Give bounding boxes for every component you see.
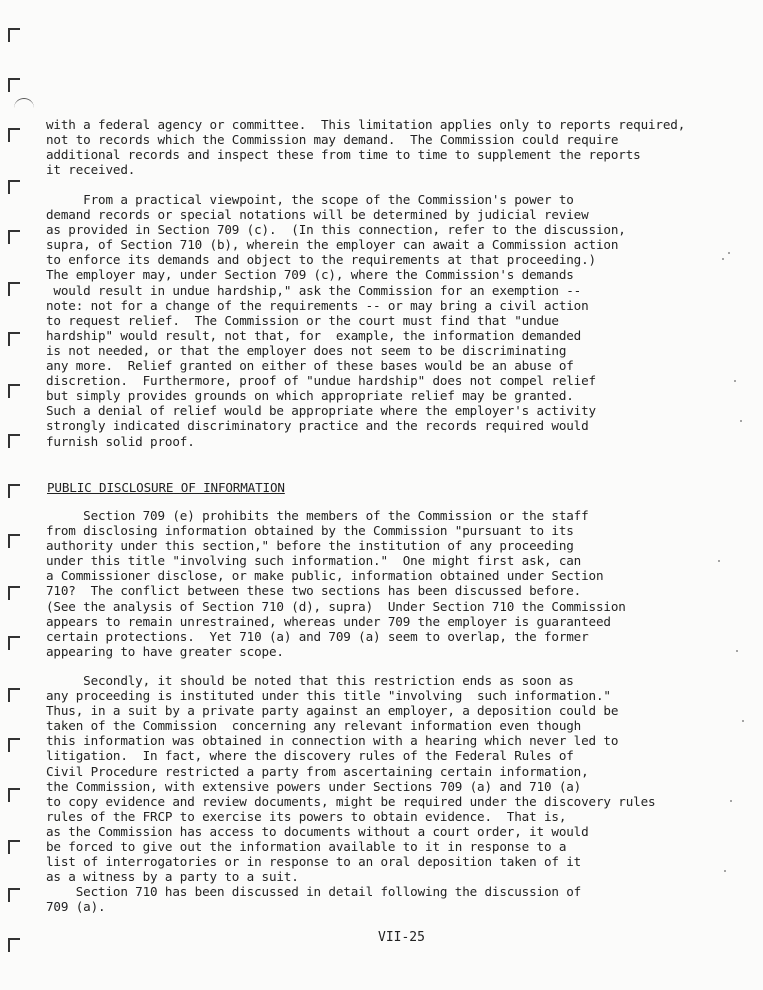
- text-line: list of interrogatories or in response to an oral deposition taken of it: [46, 854, 582, 870]
- margin-mark: [8, 128, 20, 142]
- text-line: taken of the Commission concerning any relevant information even though: [46, 718, 582, 734]
- text-line: Such a denial of relief would be appropriate where the employer's activity: [46, 403, 596, 419]
- text-line: note: not for a change of the requirements -- or may bring a civil action: [46, 297, 589, 313]
- margin-mark: [8, 788, 20, 802]
- text-line: Secondly, it should be noted that this restriction ends as soon as: [46, 673, 574, 688]
- scan-speck: [742, 720, 744, 722]
- text-line: demand records or special notations will be determined by judicial review: [46, 207, 589, 223]
- margin-mark: [8, 534, 20, 548]
- paragraph-4: [46, 673, 655, 915]
- text-line: would result in undue hardship," ask the Commission for an exemption --: [46, 282, 582, 298]
- margin-mark: [8, 636, 20, 650]
- margin-mark: [8, 688, 20, 702]
- scan-speck: [718, 560, 720, 562]
- text-line: From a practical viewpoint, the scope of the Commission's power to: [46, 192, 574, 207]
- text-line: the Commission, with extensive powers under Sections 709 (a) and 710 (a): [46, 778, 582, 794]
- text-line: 709 (a).: [46, 899, 106, 915]
- text-line: any proceeding is instituted under this title "involving such information.": [46, 688, 611, 704]
- margin-mark: [8, 332, 20, 346]
- text-line: any more. Relief granted on either of these bases would be an abuse of: [46, 358, 574, 374]
- margin-mark: [8, 938, 20, 952]
- text-line: appears to remain unrestrained, whereas under 709 the employer is guaranteed: [46, 613, 611, 629]
- text-line: authority under this section," before the institution of any proceeding: [46, 538, 574, 554]
- paragraph-1: [46, 117, 685, 177]
- margin-mark: [8, 738, 20, 752]
- page-number: VII-25: [378, 930, 425, 945]
- text-line: to enforce its demands and object to the requirements at that proceeding.): [46, 252, 596, 268]
- margin-mark: [8, 78, 20, 92]
- text-line: (See the analysis of Section 710 (d), supra) Under Section 710 the Commission: [46, 598, 626, 614]
- text-line: litigation. In fact, where the discovery rules of the Federal Rules of: [46, 748, 574, 764]
- text-line: as provided in Section 709 (c). (In this connection, refer to the discussion,: [46, 222, 626, 238]
- text-line: additional records and inspect these from time to time to supplement the reports: [46, 147, 641, 163]
- text-line: certain protections. Yet 710 (a) and 709 (a) seem to overlap, the former: [46, 628, 589, 644]
- scan-speck: [728, 252, 730, 254]
- margin-mark: [8, 484, 20, 498]
- text-line: as a witness by a party to a suit.: [46, 869, 299, 885]
- scan-speck: [740, 420, 742, 422]
- paragraph-3: [46, 508, 626, 659]
- text-line: appearing to have greater scope.: [46, 643, 284, 659]
- text-line: from disclosing information obtained by the Commission "pursuant to its: [46, 523, 574, 539]
- text-line: under this title "involving such information." One might first ask, can: [46, 553, 582, 569]
- text-line: strongly indicated discriminatory practice and the records required would: [46, 418, 589, 434]
- text-line: Thus, in a suit by a private party against an employer, a deposition could be: [46, 703, 619, 719]
- text-line: with a federal agency or committee. This limitation applies only to reports required,: [46, 117, 686, 132]
- text-line: discretion. Furthermore, proof of "undue hardship" does not compel relief: [46, 373, 596, 389]
- scan-speck: [734, 380, 736, 382]
- scan-speck: [736, 650, 738, 652]
- text-line: a Commissioner disclose, or make public, information obtained under Section: [46, 568, 604, 584]
- text-line: hardship" would result, not that, for example, the information demanded: [46, 327, 582, 343]
- text-line: rules of the FRCP to exercise its powers to obtain evidence. That is,: [46, 808, 567, 824]
- text-line: 710? The conflict between these two sections has been discussed before.: [46, 583, 582, 599]
- margin-mark: [8, 384, 20, 398]
- margin-mark: [8, 888, 20, 902]
- text-line: The employer may, under Section 709 (c), where the Commission's demands: [46, 267, 574, 283]
- text-line: not to records which the Commission may demand. The Commission could require: [46, 132, 619, 148]
- scan-artifact: [14, 98, 34, 113]
- text-line: as the Commission has access to documents without a court order, it would: [46, 823, 589, 839]
- text-line: Section 710 has been discussed in detail following the discussion of: [46, 884, 582, 900]
- text-line: Section 709 (e) prohibits the members of the Commission or the staff: [46, 508, 589, 523]
- margin-mark: [8, 28, 20, 42]
- text-line: to copy evidence and review documents, might be required under the discovery rules: [46, 793, 656, 809]
- scan-speck: [724, 870, 726, 872]
- scan-speck: [730, 800, 732, 802]
- margin-mark: [8, 840, 20, 854]
- margin-mark: [8, 586, 20, 600]
- paragraph-2: [46, 192, 626, 449]
- scan-speck: [722, 258, 724, 260]
- text-line: Civil Procedure restricted a party from ascertaining certain information,: [46, 763, 589, 779]
- text-line: but simply provides grounds on which appropriate relief may be granted.: [46, 388, 574, 404]
- text-line: furnish solid proof.: [46, 433, 195, 449]
- text-line: supra, of Section 710 (b), wherein the employer can await a Commission action: [46, 237, 619, 253]
- text-line: to request relief. The Commission or the court must find that "undue: [46, 312, 559, 328]
- text-line: it received.: [46, 162, 136, 178]
- margin-mark: [8, 282, 20, 296]
- text-line: this information was obtained in connection with a hearing which never led to: [46, 733, 619, 749]
- text-line: is not needed, or that the employer does not seem to be discriminating: [46, 342, 567, 358]
- margin-mark: [8, 180, 20, 194]
- margin-mark: [8, 230, 20, 244]
- margin-mark: [8, 434, 20, 448]
- text-line: be forced to give out the information available to it in response to a: [46, 839, 567, 855]
- section-heading: PUBLIC DISCLOSURE OF INFORMATION: [47, 480, 285, 495]
